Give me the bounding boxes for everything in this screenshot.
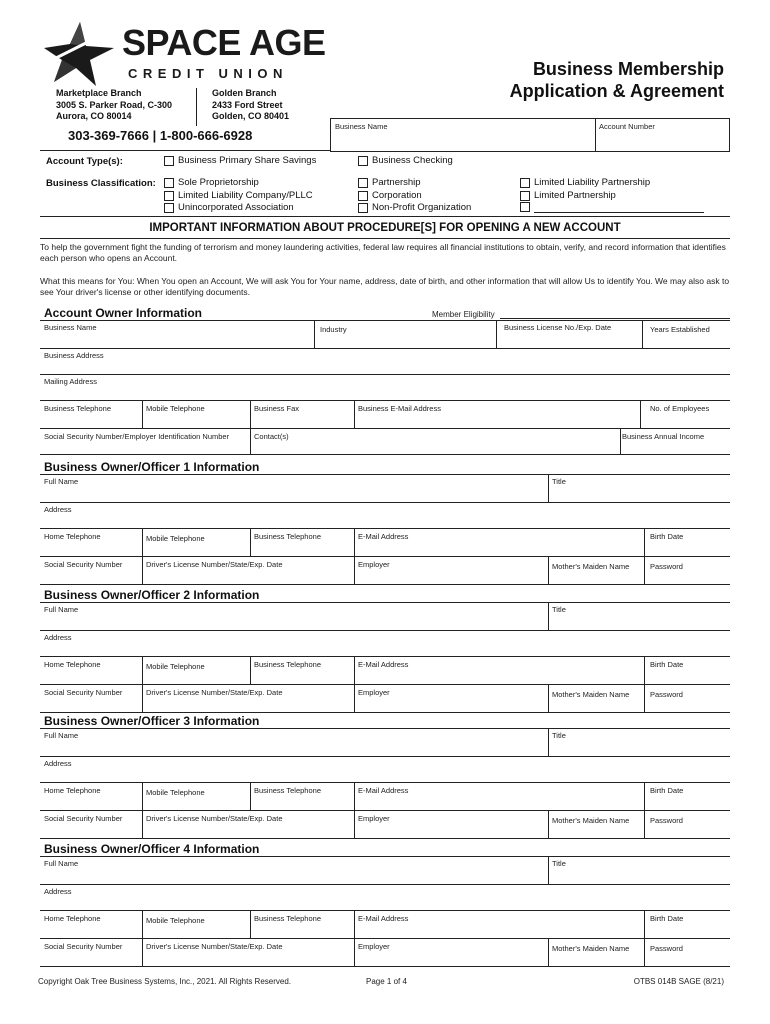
line — [40, 374, 730, 375]
credit-union-logo — [40, 22, 326, 86]
line — [142, 938, 143, 966]
line — [40, 320, 730, 321]
address-field[interactable]: Address — [44, 759, 72, 768]
line — [620, 428, 621, 454]
business-name-label: Business Name — [335, 122, 388, 131]
line — [40, 528, 730, 529]
officer-section-title: Business Owner/Officer 2 Information — [44, 588, 260, 602]
checkbox-label: Unincorporated Association — [178, 202, 294, 213]
checkbox-other[interactable] — [520, 202, 534, 212]
line — [548, 810, 549, 838]
title-line-1: Business Membership — [532, 59, 724, 79]
ssn-field[interactable]: Social Security Number — [44, 814, 123, 823]
line — [250, 656, 251, 684]
account-number-label: Account Number — [599, 122, 655, 131]
line — [548, 602, 549, 630]
checkbox-llc[interactable] — [164, 190, 313, 201]
officer-section-title: Business Owner/Officer 4 Information — [44, 842, 260, 856]
mobile-telephone-field[interactable]: Mobile Telephone — [146, 404, 205, 413]
line — [40, 602, 730, 603]
line — [354, 656, 355, 684]
full-name-field[interactable]: Full Name — [44, 731, 79, 740]
checkbox-limited-partnership[interactable] — [520, 190, 616, 201]
other-classification-line[interactable] — [534, 212, 704, 213]
checkbox-icon[interactable] — [164, 191, 174, 201]
divider — [595, 119, 596, 151]
line — [548, 556, 549, 584]
maiden-name-field[interactable]: Mother's Maiden Name — [552, 562, 630, 571]
checkbox-primary-share-savings[interactable] — [164, 155, 316, 166]
line — [534, 212, 704, 213]
ssn-field[interactable]: Social Security Number — [44, 560, 123, 569]
checkbox-icon[interactable] — [358, 156, 368, 166]
account-types-label: Account Type(s): — [46, 156, 123, 167]
line — [644, 556, 645, 584]
checkbox-label: Limited Partnership — [534, 190, 616, 201]
checkbox-icon[interactable] — [358, 191, 368, 201]
line — [314, 320, 315, 348]
business-telephone-field[interactable]: Business Telephone — [44, 404, 111, 413]
years-established-field[interactable]: Years Established — [650, 325, 710, 334]
officer-table — [40, 602, 730, 712]
officer-section-title: Business Owner/Officer 1 Information — [44, 460, 260, 474]
line — [142, 810, 143, 838]
password-field[interactable]: Password — [650, 690, 683, 699]
line — [40, 216, 730, 217]
line — [250, 910, 251, 938]
checkbox-partnership[interactable] — [358, 177, 421, 188]
full-name-field[interactable]: Full Name — [44, 477, 79, 486]
star-logo-icon — [40, 22, 118, 86]
branch-city: Golden, CO 80401 — [212, 111, 290, 121]
password-field[interactable]: Password — [650, 816, 683, 825]
line — [40, 966, 730, 967]
important-paragraph-2: What this means for You: When You open an Account, We will ask You for Your name, address, date of birth, and other information that will allow Us to identify You. We may also ask to see Your driver's license or other identifying documents. — [40, 276, 730, 297]
line — [250, 400, 251, 428]
officer-section-title: Business Owner/Officer 3 Information — [44, 714, 260, 728]
line — [548, 474, 549, 502]
birth-date-field[interactable]: Birth Date — [650, 660, 684, 669]
line — [644, 782, 645, 810]
checkbox-label: Limited Liability Partnership — [534, 177, 651, 188]
maiden-name-field[interactable]: Mother's Maiden Name — [552, 690, 630, 699]
ssn-field[interactable]: Social Security Number — [44, 688, 123, 697]
checkbox-label: Partnership — [372, 177, 421, 188]
line — [644, 684, 645, 712]
phone-numbers: 303-369-7666 | 1-800-666-6928 — [68, 128, 253, 143]
line — [142, 528, 143, 556]
checkbox-sole-proprietorship[interactable] — [164, 177, 259, 188]
owner-info-table — [40, 320, 730, 454]
industry-field[interactable]: Industry — [320, 325, 347, 334]
line — [644, 656, 645, 684]
home-telephone-field[interactable]: Home Telephone — [44, 660, 101, 669]
line — [40, 684, 730, 685]
checkbox-label: Sole Proprietorship — [178, 177, 259, 188]
line — [142, 556, 143, 584]
checkbox-label: Non-Profit Organization — [372, 202, 472, 213]
checkbox-label: Business Checking — [372, 155, 453, 166]
line — [40, 938, 730, 939]
title-line-2: Application & Agreement — [509, 81, 724, 101]
checkbox-unincorporated[interactable] — [164, 202, 294, 213]
maiden-name-field[interactable]: Mother's Maiden Name — [552, 944, 630, 953]
employer-field[interactable]: Employer — [358, 688, 390, 697]
important-info-title: IMPORTANT INFORMATION ABOUT PROCEDURE[S] FOR OPENING A NEW ACCOUNT — [149, 222, 621, 234]
line — [40, 884, 730, 885]
branch-name: Golden Branch — [212, 88, 277, 98]
business-telephone-field[interactable]: Business Telephone — [254, 786, 321, 795]
full-name-field[interactable]: Full Name — [44, 605, 79, 614]
line — [142, 782, 143, 810]
email-field[interactable]: E-Mail Address — [358, 786, 409, 795]
header-fields-box — [330, 118, 730, 152]
branch-name: Marketplace Branch — [56, 88, 142, 98]
annual-income-field[interactable]: Business Annual Income — [622, 432, 705, 441]
email-field[interactable]: E-Mail Address — [358, 914, 409, 923]
line — [354, 938, 355, 966]
line — [548, 938, 549, 966]
line — [40, 150, 330, 151]
business-fax-field[interactable]: Business Fax — [254, 404, 300, 413]
checkbox-icon[interactable] — [520, 178, 530, 188]
checkbox-corporation[interactable] — [358, 190, 422, 201]
employer-field[interactable]: Employer — [358, 942, 390, 951]
line — [354, 528, 355, 556]
contacts-field[interactable]: Contact(s) — [254, 432, 289, 441]
line — [142, 400, 143, 428]
important-paragraph-1: To help the government fight the funding of terrorism and money laundering activities, federal law requires all financial institutions to obtain, verify, and record information that identifies each person who opens an Account. — [40, 242, 726, 263]
mobile-telephone-field[interactable]: Mobile Telephone — [146, 788, 205, 797]
employer-field[interactable]: Employer — [358, 560, 390, 569]
title-field[interactable]: Title — [552, 477, 566, 486]
line — [644, 910, 645, 938]
line — [40, 712, 730, 713]
checkbox-icon[interactable] — [164, 178, 174, 188]
line — [40, 756, 730, 757]
employer-field[interactable]: Employer — [358, 814, 390, 823]
line — [40, 556, 730, 557]
checkbox-non-profit[interactable] — [358, 202, 471, 213]
home-telephone-field[interactable]: Home Telephone — [44, 532, 101, 541]
line — [496, 320, 497, 348]
line — [548, 856, 549, 884]
address-field[interactable]: Address — [44, 887, 72, 896]
branch-street: 2433 Ford Street — [212, 99, 283, 110]
business-address-field[interactable]: Business Address — [44, 351, 104, 360]
owner-section-title: Account Owner Information — [44, 306, 203, 320]
line — [40, 656, 730, 657]
address-field[interactable]: Address — [44, 633, 72, 642]
employees-field[interactable]: No. of Employees — [650, 404, 710, 413]
business-telephone-field[interactable]: Business Telephone — [254, 914, 321, 923]
checkbox-label: Business Primary Share Savings — [178, 155, 317, 166]
line — [644, 938, 645, 966]
checkbox-icon[interactable] — [358, 178, 368, 188]
email-field[interactable]: E-Mail Address — [358, 660, 409, 669]
phones-underline — [40, 150, 330, 151]
line — [40, 838, 730, 839]
branch-golden — [212, 88, 289, 123]
line — [250, 428, 251, 454]
business-telephone-field[interactable]: Business Telephone — [254, 660, 321, 669]
line — [640, 400, 641, 428]
line — [40, 810, 730, 811]
officer-table — [40, 474, 730, 584]
business-license-field[interactable]: Business License No./Exp. Date — [504, 323, 612, 332]
line — [644, 528, 645, 556]
line — [142, 656, 143, 684]
classification-bottom-rule — [40, 216, 730, 217]
line — [354, 400, 355, 428]
checkbox-label: Limited Liability Company/PLLC — [178, 190, 313, 201]
business-telephone-field[interactable]: Business Telephone — [254, 532, 321, 541]
branch-marketplace — [56, 88, 172, 123]
footer-form-code: OTBS 014B SAGE (8/21) — [633, 977, 724, 986]
line — [40, 910, 730, 911]
line — [40, 428, 730, 429]
birth-date-field[interactable]: Birth Date — [650, 914, 684, 923]
line — [40, 502, 730, 503]
drivers-license-field[interactable]: Driver's License Number/State/Exp. Date — [146, 814, 283, 823]
birth-date-field[interactable]: Birth Date — [650, 786, 684, 795]
line — [250, 782, 251, 810]
line — [250, 528, 251, 556]
drivers-license-field[interactable]: Driver's License Number/State/Exp. Date — [146, 688, 283, 697]
line — [40, 728, 730, 729]
line — [142, 684, 143, 712]
checkbox-llp[interactable] — [520, 177, 650, 188]
checkbox-business-checking[interactable] — [358, 155, 453, 166]
line — [40, 400, 730, 401]
line — [40, 782, 730, 783]
password-field[interactable]: Password — [650, 944, 683, 953]
checkbox-icon[interactable] — [164, 156, 174, 166]
business-email-field[interactable]: Business E-Mail Address — [358, 404, 441, 413]
checkbox-icon[interactable] — [520, 202, 530, 212]
document-title — [510, 58, 724, 102]
full-name-field[interactable]: Full Name — [44, 859, 79, 868]
checkbox-label: Corporation — [372, 190, 422, 201]
checkbox-icon[interactable] — [520, 191, 530, 201]
line — [548, 728, 549, 756]
branch-street: 3005 S. Parker Road, C-300 — [56, 99, 173, 110]
line — [40, 238, 730, 239]
line — [548, 684, 549, 712]
address-field[interactable]: Address — [44, 505, 72, 514]
line — [642, 320, 643, 348]
line — [40, 856, 730, 857]
birth-date-field[interactable]: Birth Date — [650, 532, 684, 541]
drivers-license-field[interactable]: Driver's License Number/State/Exp. Date — [146, 560, 283, 569]
mobile-telephone-field[interactable]: Mobile Telephone — [146, 916, 205, 925]
footer-page-number: Page 1 of 4 — [366, 977, 407, 986]
branch-city: Aurora, CO 80014 — [56, 111, 132, 121]
business-name-field[interactable]: Business Name — [44, 323, 97, 332]
ssn-ein-field[interactable]: Social Security Number/Employer Identification Number — [44, 432, 230, 441]
officer-table — [40, 856, 730, 966]
officer-table — [40, 728, 730, 838]
password-field[interactable]: Password — [650, 562, 683, 571]
line — [354, 684, 355, 712]
line — [40, 474, 730, 475]
line — [354, 782, 355, 810]
line — [142, 910, 143, 938]
drivers-license-field[interactable]: Driver's License Number/State/Exp. Date — [146, 942, 283, 951]
line — [500, 318, 730, 319]
home-telephone-field[interactable]: Home Telephone — [44, 786, 101, 795]
member-eligibility-label: Member Eligibility — [432, 310, 495, 319]
logo-subtitle: CREDIT UNION — [128, 66, 288, 81]
classification-label: Business Classification: — [46, 178, 156, 189]
important-rule — [40, 238, 730, 239]
home-telephone-field[interactable]: Home Telephone — [44, 914, 101, 923]
mobile-telephone-field[interactable]: Mobile Telephone — [146, 662, 205, 671]
line — [354, 556, 355, 584]
checkbox-icon[interactable] — [164, 203, 174, 213]
footer-copyright: Copyright Oak Tree Business Systems, Inc., 2021. All Rights Reserved. — [38, 977, 291, 986]
mailing-address-field[interactable]: Mailing Address — [44, 377, 97, 386]
mobile-telephone-field[interactable]: Mobile Telephone — [146, 534, 205, 543]
maiden-name-field[interactable]: Mother's Maiden Name — [552, 816, 630, 825]
line — [40, 630, 730, 631]
email-field[interactable]: E-Mail Address — [358, 532, 409, 541]
line — [644, 810, 645, 838]
ssn-field[interactable]: Social Security Number — [44, 942, 123, 951]
line — [40, 348, 730, 349]
title-field[interactable]: Title — [552, 605, 566, 614]
member-eligibility-line[interactable] — [500, 318, 730, 319]
title-field[interactable]: Title — [552, 731, 566, 740]
checkbox-icon[interactable] — [358, 203, 368, 213]
line — [354, 810, 355, 838]
logo-name: SPACE AGE — [122, 22, 326, 63]
line — [354, 910, 355, 938]
title-field[interactable]: Title — [552, 859, 566, 868]
line — [40, 454, 730, 455]
branch-divider — [196, 88, 197, 126]
line — [40, 584, 730, 585]
